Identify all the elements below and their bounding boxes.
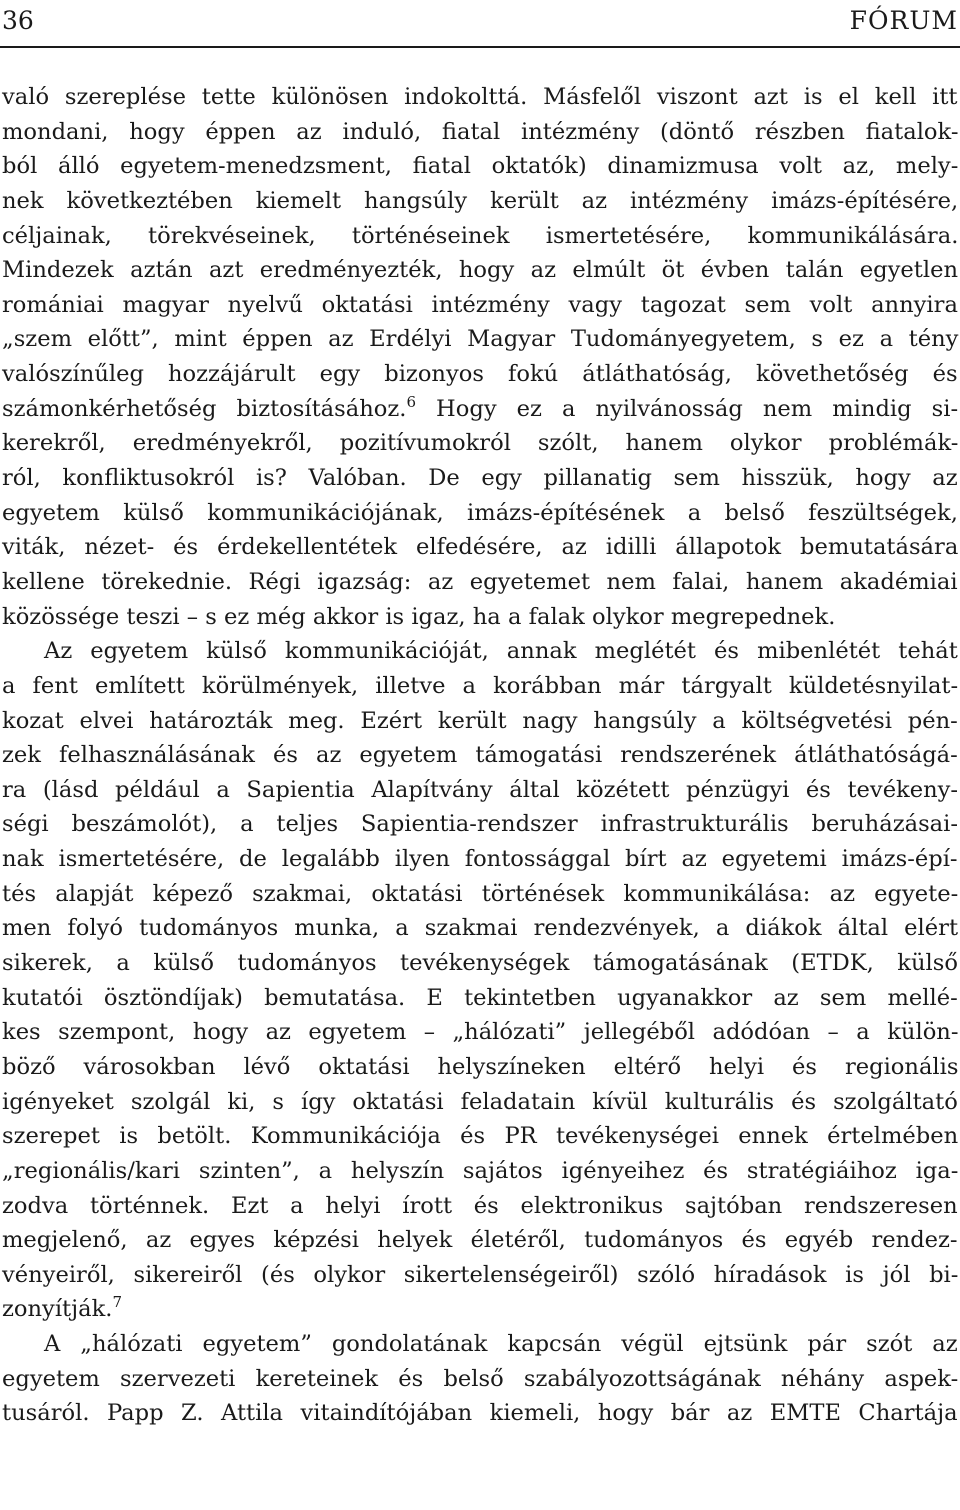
text-line-content: zek felhasználásának és az egyetem támogatási rendszerének átláthatóságá- xyxy=(2,742,958,769)
text-line-content: szerepet is betölt. Kommunikációja és PR tevékenységei ennek értelmében xyxy=(2,1123,959,1150)
text-line-content: zodva történnek. Ezt a helyi írott és elektronikus sajtóban rendszeresen xyxy=(2,1192,958,1219)
text-line xyxy=(2,600,958,635)
text-line-content: ra (lásd például a Sapientia Alapítvány által közétett pénzügyi és tevékeny- xyxy=(2,776,959,803)
text-line xyxy=(2,1050,958,1085)
text-line-content: való szereplése tette különösen indokolttá. Másfelől viszont azt is el kell itt xyxy=(2,84,958,110)
text-line-content: kutatói ösztöndíjak) bemutatása. E tekintetben ugyanakkor az sem mellé- xyxy=(2,984,958,1011)
text-line xyxy=(2,1154,958,1189)
text-line xyxy=(2,911,958,946)
text-line xyxy=(2,219,958,254)
text-line xyxy=(2,807,958,842)
text-line xyxy=(2,1223,958,1258)
text-line xyxy=(2,842,958,877)
text-line-content: ról, konfliktusokról is? Valóban. De egy pillanatig sem hisszük, hogy az xyxy=(2,465,958,492)
text-line xyxy=(2,669,958,704)
text-line xyxy=(2,634,958,669)
text-line xyxy=(2,1015,958,1050)
text-line xyxy=(2,184,958,219)
text-line-content: a fent említett körülmények, illetve a korábban már tárgyalt küldetésnyilat- xyxy=(2,672,959,699)
text-line xyxy=(2,80,958,115)
text-line-content: böző városokban lévő oktatási helyszíneken eltérő helyi és regionális xyxy=(2,1053,959,1080)
text-line xyxy=(2,877,958,912)
text-line-content: „regionális/kari szinten”, a helyszín sajátos igényeihez és stratégiáihoz iga- xyxy=(2,1157,959,1184)
text-line xyxy=(2,149,958,184)
text-line xyxy=(2,392,958,427)
text-line-content: tés alapját képező szakmai, oktatási történések kommunikálása: az egyete- xyxy=(2,880,959,907)
footnote-marker: 6 xyxy=(406,392,416,411)
text-line-content: viták, nézet- és érdekellentétek elfedésére, az idilli állapotok bemutatására xyxy=(2,534,959,561)
text-line-content: Mindezek aztán azt eredményezték, hogy az elmúlt öt évben talán egyetlen xyxy=(2,257,959,284)
footnote-marker: 7 xyxy=(112,1293,123,1312)
text-line xyxy=(2,530,958,565)
text-line xyxy=(2,1085,958,1120)
page-number: 36 xyxy=(2,6,34,35)
text-line-content: valószínűleg hozzájárult egy bizonyos fokú átláthatóság, követhetőség és xyxy=(2,361,958,388)
text-line xyxy=(2,738,958,773)
text-line-content: kozat elvei határozták meg. Ezért került nagy hangsúly a költségvetési pén- xyxy=(2,707,958,734)
text-line-content: mondani, hogy éppen az induló, fiatal intézmény (döntő részben fiatalok- xyxy=(2,118,959,145)
body-text xyxy=(2,80,958,1431)
text-line-content: men folyó tudományos munka, a szakmai rendezvények, a diákok által elért xyxy=(2,915,959,942)
text-line-content: Az egyetem külső kommunikációját, annak meglétét és mibenlétét tehát xyxy=(44,638,958,665)
text-line xyxy=(2,1396,958,1431)
text-line-content: A „hálózati egyetem” gondolatának kapcsán végül ejtsünk pár szót az xyxy=(44,1331,958,1358)
text-line xyxy=(2,773,958,808)
text-line xyxy=(2,461,958,496)
text-line xyxy=(2,253,958,288)
text-line-content: kellene törekednie. Régi igazság: az egyetemet nem falai, hanem akadémiai xyxy=(2,568,958,595)
text-line-content: sikerek, a külső tudományos tevékenységek támogatásának (ETDK, külső xyxy=(2,950,958,977)
text-line-content: nek következtében kiemelt hangsúly került az intézmény imázs-építésére, xyxy=(2,187,959,214)
text-line-content: ból álló egyetem-menedzsment, fiatal oktatók) dinamizmusa volt az, mely- xyxy=(2,153,959,180)
text-line xyxy=(2,946,958,981)
text-line-content: zonyítják. xyxy=(2,1296,113,1323)
journal-title: FÓRUM xyxy=(849,6,958,35)
text-line xyxy=(2,1327,958,1362)
text-line-content: igényeket szolgál ki, s így oktatási feladatain kívül kulturális és szolgáltató xyxy=(2,1088,958,1115)
text-line xyxy=(2,981,958,1016)
text-line-content: kerekről, eredményekről, pozitívumokról szólt, hanem olykor problémák- xyxy=(2,430,959,457)
text-line-content: egyetem szervezeti kereteinek és belső szabályozottságának néhány aspek- xyxy=(2,1365,959,1392)
text-line-content: romániai magyar nyelvű oktatási intézmény vagy tagozat sem volt annyira xyxy=(2,291,958,318)
text-line xyxy=(2,1292,958,1327)
text-line-content: vényeiről, sikereiről (és olykor sikertelenségeiről) szóló híradások is jól bi- xyxy=(2,1261,959,1288)
text-line xyxy=(2,322,958,357)
text-line-content: „szem előtt”, mint éppen az Erdélyi Magyar Tudományegyetem, s ez a tény xyxy=(2,326,959,353)
text-line xyxy=(2,1258,958,1293)
text-line-content: megjelenő, az egyes képzési helyek életéről, tudományos és egyéb rendez- xyxy=(2,1227,958,1254)
running-head xyxy=(2,4,958,40)
text-line xyxy=(2,288,958,323)
text-line-content: kes szempont, hogy az egyetem – „hálózati” jellegéből adódóan – a külön- xyxy=(2,1019,959,1046)
text-line-content: egyetem külső kommunikációjának, imázs-építésének a belső feszültségek, xyxy=(2,499,958,526)
text-line-content: ségi beszámolót), a teljes Sapientia-rendszer infrastrukturális beruházásai- xyxy=(2,811,959,838)
text-line-content: nak ismertetésére, de legalább ilyen fontossággal bírt az egyetemi imázs-épí- xyxy=(2,846,958,873)
text-line-continuation: Hogy ez a nyilvánosság nem mindig si- xyxy=(416,395,959,422)
text-line xyxy=(2,426,958,461)
text-line xyxy=(2,115,958,150)
text-line-content: tusáról. Papp Z. Attila vitaindítójában kiemeli, hogy bár az EMTE Chartája xyxy=(2,1400,958,1427)
text-line-content: közössége teszi – s ez még akkor is igaz, ha a falak olykor megrepednek. xyxy=(2,603,836,630)
text-line xyxy=(2,1119,958,1154)
header-rule xyxy=(0,46,960,48)
text-line xyxy=(2,357,958,392)
text-line xyxy=(2,704,958,739)
text-line xyxy=(2,565,958,600)
text-line-content: számonkérhetőség biztosításához. xyxy=(2,395,407,422)
text-line xyxy=(2,1189,958,1224)
text-line xyxy=(2,496,958,531)
text-line xyxy=(2,1362,958,1397)
text-line-content: céljainak, törekvéseinek, történéseinek ismertetésére, kommunikálására. xyxy=(2,222,959,249)
